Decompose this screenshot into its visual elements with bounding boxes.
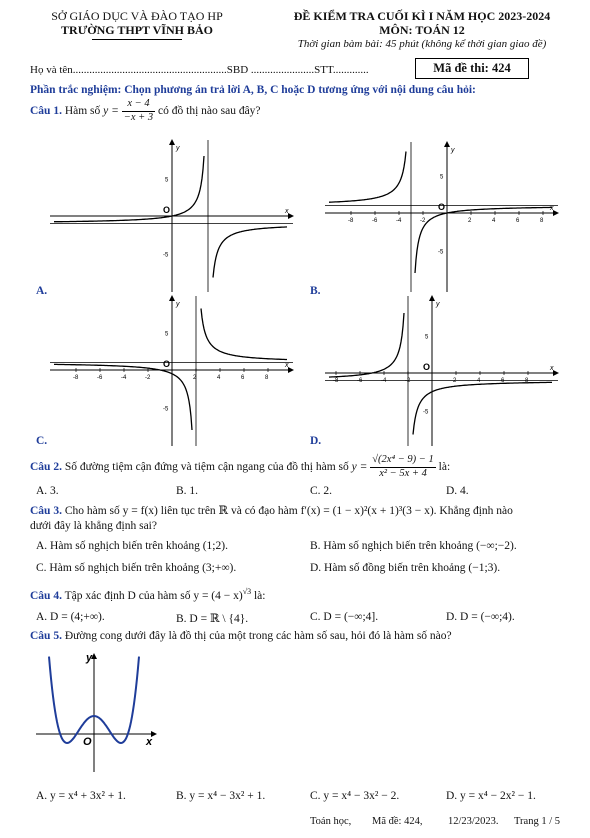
q4-option-d[interactable]: D. D = (−∞;4). bbox=[446, 611, 515, 623]
q1-post: có đồ thị nào sau đây? bbox=[158, 105, 261, 117]
graph-b-tick-label: 2 bbox=[468, 218, 472, 224]
subject-title: MÔN: TOÁN 12 bbox=[379, 23, 465, 37]
q1-den: −x + 3 bbox=[123, 111, 154, 123]
graph-c-tick-label: -8 bbox=[73, 375, 79, 381]
graph-d-origin-label: O bbox=[423, 362, 431, 372]
q1-func: y = bbox=[103, 105, 119, 117]
q2-post: là: bbox=[438, 461, 451, 473]
q4-post: là: bbox=[251, 589, 266, 602]
graph-b-tick-label: -4 bbox=[396, 218, 402, 224]
graph-b-tick-label: -8 bbox=[348, 218, 354, 224]
graph-d-tick-m5: -5 bbox=[423, 409, 429, 416]
footer-subject: Toán học, bbox=[310, 816, 352, 827]
graph-b-y-label: y bbox=[451, 147, 455, 154]
graph-b-tick-label: 8 bbox=[540, 218, 544, 224]
graph-d-tick-label: 6 bbox=[501, 378, 505, 384]
graph-b-tick-label: -2 bbox=[420, 218, 426, 224]
graph-b-origin-label: O bbox=[438, 202, 446, 212]
graph-c-curve-r bbox=[201, 309, 287, 360]
graph-c-tick-label: 8 bbox=[265, 375, 269, 381]
q5-option-d[interactable]: D. y = x⁴ − 2x² − 1. bbox=[446, 790, 536, 802]
q2-option-c[interactable] bbox=[310, 485, 332, 497]
student-info-line: Họ và tên........................................................SBD .......................STT............. bbox=[30, 64, 369, 76]
q2-option-a-text: A. 3. bbox=[36, 485, 59, 497]
graph-a-x-label: x bbox=[285, 208, 289, 215]
graph-c-tick-m5: -5 bbox=[163, 406, 169, 413]
q2-option-a[interactable] bbox=[36, 485, 59, 497]
school-name: TRƯỜNG THPT VĨNH BẢO bbox=[61, 23, 213, 37]
graph-a-tick-5: 5 bbox=[165, 177, 169, 184]
q1-option-d[interactable]: D. bbox=[310, 435, 322, 447]
q4-option-a[interactable]: A. D = (4;+∞). bbox=[36, 611, 105, 623]
q3-text-2: dưới đây là khẳng định sai? bbox=[30, 520, 157, 532]
graph-b-tick-label: 6 bbox=[516, 218, 520, 224]
q3-option-d[interactable]: D. Hàm số đồng biến trên khoảng (−1;3). bbox=[310, 562, 501, 574]
q3-option-b[interactable]: B. Hàm số nghịch biến trên khoảng (−∞;−2). bbox=[310, 540, 517, 552]
q1-label: Câu 1. bbox=[30, 105, 62, 117]
q2-option-d-text: D. 4. bbox=[446, 485, 469, 497]
q5-option-c[interactable]: C. y = x⁴ − 3x² − 2. bbox=[310, 790, 400, 802]
graph-b-tick-5: 5 bbox=[440, 174, 444, 181]
section-title: Phần trắc nghiệm: Chọn phương án trả lời A, B, C hoặc D tương ứng với nội dung câu hỏi: bbox=[30, 84, 476, 96]
graph-b-tick-m5: -5 bbox=[438, 249, 444, 256]
q5-graph bbox=[28, 648, 168, 778]
graph-d-tick-label: -2 bbox=[405, 378, 411, 384]
graph-d-curve-l bbox=[329, 313, 404, 377]
q5-option-b[interactable]: B. y = x⁴ − 3x² + 1. bbox=[176, 790, 266, 802]
q3-option-a[interactable]: A. Hàm số nghịch biến trên khoảng (1;2). bbox=[36, 540, 228, 552]
graph-d-tick-label: 8 bbox=[525, 378, 529, 384]
graph-d-y-label: y bbox=[436, 301, 440, 308]
q3-text: Cho hàm số y = f(x) liên tục trên ℝ và có đạo hàm f′(x) = (1 − x)²(x + 1)³(3 − x). Khẳng định nào bbox=[64, 505, 513, 517]
q2-option-c-text: C. 2. bbox=[310, 485, 333, 497]
graph-d-tick-label: -8 bbox=[333, 378, 339, 384]
graph-a-origin-label: O bbox=[163, 205, 171, 215]
q2-num: √(2x⁴ − 9) − 1 bbox=[370, 455, 436, 468]
graph-c-tick-5: 5 bbox=[165, 331, 169, 338]
graph-d-curve-r bbox=[413, 382, 552, 434]
graph-c-y-label: y bbox=[176, 301, 180, 308]
graph-a-tick-m5: -5 bbox=[163, 252, 169, 259]
graph-a-curve-r bbox=[213, 227, 287, 278]
q1-option-a[interactable]: A. bbox=[36, 285, 48, 297]
graph-c-tick-label: 2 bbox=[193, 375, 197, 381]
q2-func: y = bbox=[351, 461, 368, 473]
q2-option-d[interactable] bbox=[446, 485, 469, 497]
graph-c-tick-label: -4 bbox=[121, 375, 127, 381]
graph-c-tick-label: -6 bbox=[97, 375, 103, 381]
q5-label: Câu 5. bbox=[30, 630, 62, 642]
time-note: Thời gian bàm bài: 45 phút (không kể thời gian giao đề) bbox=[297, 38, 547, 50]
graph-c-x-label: x bbox=[285, 362, 289, 369]
footer-code: Mã đề: 424, bbox=[372, 816, 423, 827]
graph-c-tick-label: -2 bbox=[145, 375, 151, 381]
q4-option-c[interactable]: C. D = (−∞;4]. bbox=[310, 611, 379, 623]
graph-c-origin-label: O bbox=[163, 359, 171, 369]
graph-b-x-label: x bbox=[550, 205, 554, 212]
graph-d-x-label: x bbox=[550, 365, 554, 372]
exam-code-box: Mã đề thi: 424 bbox=[415, 58, 529, 79]
graph-d-tick-label: -4 bbox=[381, 378, 387, 384]
graph-d-tick-label: -6 bbox=[357, 378, 363, 384]
q1-pre: Hàm số bbox=[64, 105, 101, 117]
footer-date: 12/23/2023. bbox=[448, 816, 499, 827]
q4-option-b[interactable]: B. D = ℝ \ {4}. bbox=[176, 613, 249, 625]
q5-origin-label: O bbox=[83, 736, 92, 748]
graph-c-tick-label: 4 bbox=[217, 375, 221, 381]
q2-option-b-text: B. 1. bbox=[176, 485, 199, 497]
q5-x-label: x bbox=[146, 736, 153, 748]
q4-label: Câu 4. bbox=[30, 589, 62, 602]
q3-label: Câu 3. bbox=[30, 505, 62, 517]
exam-title: ĐỀ KIỂM TRA CUỐI KÌ I NĂM HỌC 2023-2024 bbox=[293, 9, 551, 23]
graph-a-curve-l bbox=[54, 156, 204, 222]
graph-a-y-label: y bbox=[176, 145, 180, 152]
q4-exponent: √3 bbox=[242, 587, 252, 596]
graph-c-tick-label: 6 bbox=[241, 375, 245, 381]
footer-page: Trang 1 / 5 bbox=[514, 816, 560, 827]
graph-d-tick-label: 4 bbox=[477, 378, 481, 384]
graph-b-tick-label: -6 bbox=[372, 218, 378, 224]
q5-text: Đường cong dưới đây là đồ thị của một trong các hàm số sau, hỏi đó là hàm số nào? bbox=[64, 630, 452, 642]
question-2 bbox=[30, 452, 450, 482]
q1-option-b[interactable]: B. bbox=[310, 285, 321, 297]
dept-name: SỞ GIÁO DỤC VÀ ĐÀO TẠO HP bbox=[51, 9, 223, 23]
question-5 bbox=[30, 630, 452, 642]
q2-fraction bbox=[370, 455, 436, 479]
graph-d-tick-5: 5 bbox=[425, 334, 429, 341]
q4-text: Tập xác định D của hàm số y = (4 − x) bbox=[64, 589, 243, 602]
graph-b-tick-label: 4 bbox=[492, 218, 496, 224]
graph-b-curve-l bbox=[329, 152, 406, 203]
question-4 bbox=[30, 587, 265, 602]
q1-num: x − 4 bbox=[122, 99, 155, 112]
graph-b-curve-r bbox=[415, 207, 552, 273]
q5-y-label: y bbox=[86, 652, 93, 664]
q2-text: Số đường tiệm cận đứng và tiệm cận ngang của đồ thị hàm số bbox=[64, 461, 349, 473]
q2-option-b[interactable] bbox=[176, 485, 198, 497]
q5-option-a[interactable]: A. y = x⁴ + 3x² + 1. bbox=[36, 790, 126, 802]
q2-label: Câu 2. bbox=[30, 461, 62, 473]
q1-option-c[interactable]: C. bbox=[36, 435, 48, 447]
graph-d-tick-label: 2 bbox=[453, 378, 457, 384]
q3-option-c[interactable]: C. Hàm số nghịch biến trên khoảng (3;+∞). bbox=[36, 562, 237, 574]
question-3 bbox=[30, 503, 570, 519]
q2-den: x² − 5x + 4 bbox=[379, 467, 427, 479]
